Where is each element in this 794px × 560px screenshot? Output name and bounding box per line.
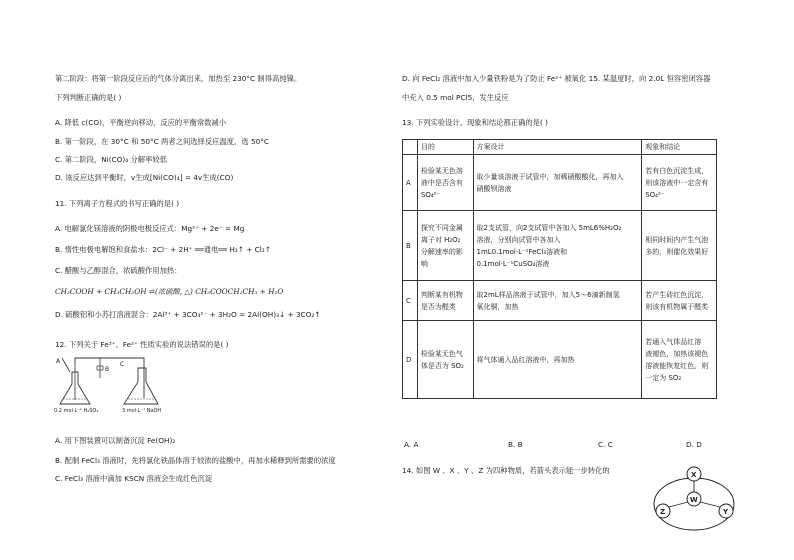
right-flask-label: 3 mol·L⁻¹ NaOH: [122, 408, 162, 414]
label-a: A: [56, 358, 61, 365]
q13-table: [402, 139, 717, 399]
row-design: 将气体通入品红溶液中，再加热: [473, 321, 642, 399]
q11-option-d: D. 硫酸铝和小苏打溶液混合：2Al³⁺ + 3CO₃²⁻ + 3H₂O = 2Al(OH)₃↓ + 3CO₂↑: [55, 310, 321, 319]
row-design: 取少量该溶液于试管中，加稀硝酸酸化，再加入 硝酸钡溶液: [473, 155, 642, 211]
label-c: C: [120, 361, 125, 368]
q13-option-c: C. C: [598, 440, 613, 449]
table-row: [403, 211, 717, 281]
row-purpose: 判断某有机物 是否为醛类: [417, 281, 473, 321]
q11-title: 11. 下列离子方程式的书写正确的是( ): [55, 199, 180, 208]
q13-option-b: B. B: [508, 440, 523, 449]
q10-option-a: A. 降低 c(CO)，平衡逆向移动，反应的平衡常数减小: [55, 118, 227, 127]
q14-title: 14. 如图 W 、X 、Y 、Z 为四种物质，若箭头表示能一步转化的: [402, 466, 610, 475]
header-result: 观象和结论: [642, 140, 717, 155]
node-w-label: W: [690, 496, 698, 504]
q12-option-a: A. 用下图装置可以制备沉淀 Fe(OH)₂: [55, 436, 176, 445]
q12-option-b: B. 配制 FeCl₃ 溶液时，先将氯化铁晶体溶于较浓的盐酸中，再加水稀释到所需要的浓度: [55, 456, 336, 465]
row-purpose: 检验某无色溶 液中是否含有 SO₄²⁻: [417, 155, 473, 211]
q11-option-b: B. 惰性电极电解饱和食盐水：2Cl⁻ + 2H⁺ ══通电══ H₂↑ + Cl₂↑: [55, 245, 271, 254]
row-result: 若产生砖红色沉淀， 则该有机物属于醛类: [642, 281, 717, 321]
node-y-label: Y: [723, 508, 729, 516]
conversion-cycle-diagram: [648, 466, 744, 534]
node-z-label: Z: [660, 508, 666, 516]
q10-option-c: C. 第二阶段，Ni(CO)₄ 分解率较低: [55, 155, 167, 164]
q11-equation-c: CH₃COOH + CH₃CH₂OH ⇌(浓硫酸, △) CH₃COOCH₂CH₃ + H₂O: [55, 287, 284, 296]
table-row: [403, 321, 717, 399]
row-result: 若通入气体品红溶 液褪色，加热该褪色 溶液能恢复红色，则 一定为 SO₂: [642, 321, 717, 399]
row-key: D: [403, 321, 418, 399]
table-row: [403, 155, 717, 211]
q13-title: 13. 下列实验设计、现象和结论都正确的是( ): [402, 118, 548, 127]
question-prompt: 下列判断正确的是( ): [55, 93, 122, 102]
q12-option-d-line1: D. 向 FeCl₂ 溶液中加入少量铁粉是为了防止 Fe²⁺ 被氧化 15. 某温度时，向 2.0L 恒容密闭容器: [402, 74, 711, 83]
row-result: 相同时间内产生气泡 多的，则催化效果好: [642, 211, 717, 281]
fe-oh2-apparatus-diagram: [52, 352, 182, 424]
row-key: C: [403, 281, 418, 321]
node-x-label: X: [691, 471, 697, 479]
label-b: B: [105, 366, 110, 373]
q11-option-c: C. 醋酸与乙醇混合，浓硫酸作用加热：: [55, 266, 182, 275]
q12-option-c: C. FeCl₃ 溶液中滴加 KSCN 溶液会生成红色沉淀: [55, 474, 213, 483]
q10-option-d: D. 该反应达到平衡时，v生成[Ni(CO)₄] = 4v生成(CO): [55, 173, 234, 182]
row-design: 取2支试管，向2支试管中各加入 5mL6%H₂O₂ 溶液，分别向试管中各加入 1mL0.1mol·L⁻¹FeCl₃溶液和 0.1mol·L⁻¹CuSO₄溶液: [473, 211, 642, 281]
row-result: 若有白色沉淀生成， 则该溶液中一定含有 SO₄²⁻: [642, 155, 717, 211]
header-design: 方案设计: [473, 140, 642, 155]
q12-option-d-line2: 中充入 0.5 mol PCl5，发生反应: [402, 93, 509, 102]
row-design: 取2mL样品溶液于试管中，加入5～6滴新制氢 氧化铜，加热: [473, 281, 642, 321]
table-row: [403, 281, 717, 321]
q13-option-d: D. D: [686, 440, 702, 449]
table-header-row: [403, 140, 717, 155]
q12-title: 12. 下列关于 Fe³⁺、Fe²⁺ 性质实验的说法错误的是( ): [55, 340, 229, 349]
q11-option-a: A. 电解氯化镁溶液的阴极电极反应式：Mg²⁺ + 2e⁻ = Mg: [55, 224, 245, 233]
row-purpose: 探究不同金属 离子对 H₂O₂ 分解速率的影 响: [417, 211, 473, 281]
header-purpose: 目的: [417, 140, 473, 155]
stage2-text: 第二阶段：将第一阶段反应后的气体分离出来，加热至 230°C 制得高纯镍。: [55, 74, 302, 83]
q10-option-b: B. 第一阶段，在 30°C 和 50°C 两者之间选择反应温度，选 50°C: [55, 137, 269, 146]
row-key: A: [403, 155, 418, 211]
row-purpose: 检验某无色气 体是否为 SO₂: [417, 321, 473, 399]
left-flask-label: 0.2 mol·L⁻¹ H₂SO₄: [54, 408, 99, 414]
q13-option-a: A. A: [404, 440, 419, 449]
row-key: B: [403, 211, 418, 281]
